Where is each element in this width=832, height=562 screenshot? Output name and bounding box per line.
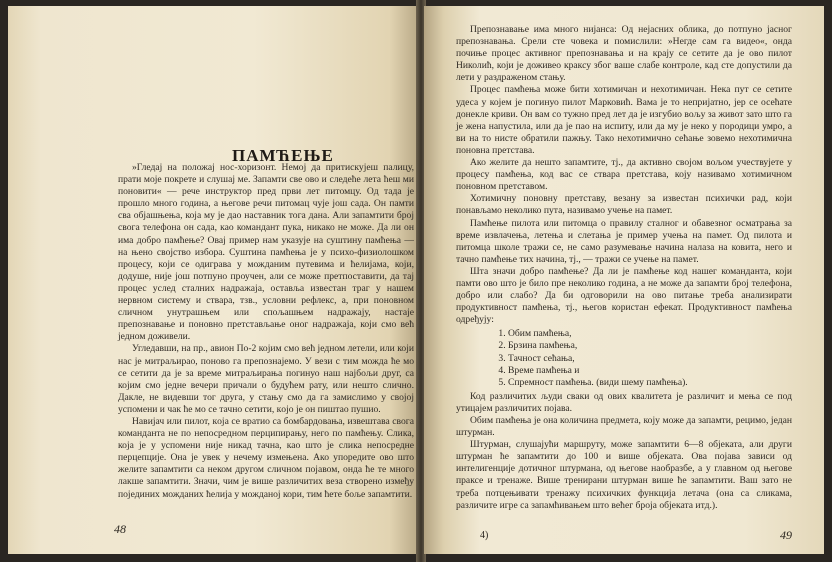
- page-number-right: 49: [780, 528, 792, 542]
- list-item: 1. Обим памћења,: [508, 328, 792, 340]
- list-item: 5. Спремност памћења. (види шему памћења).: [508, 377, 792, 389]
- right-paragraph-5: Памћење пилота или питомца о правилу сталног и обавезног осматрања за време извлачења, летења и слетања је пример учења на памет. Од пилота и питомца школе тражи се, не само разумевање начина налаза на ковита, него и тачно памћење тих начина, тј., — тражи се учење на памет.: [456, 217, 792, 265]
- left-paragraph-3: Навијач или пилот, кoјa се вратио са бомбардовања, извештава свога команданта не по непосредном перципирању, него по памћењу. Слика, која је у успомени није никад тачна, као што је слика непосредне перцепције. Она је увек у нечему измењена. Ако упоредите ово што желите запамтити са неком другом сличном појавом, онда ће те много лакше запамтити. Значи, чим је више различитих веза створено између појединих можданих ћелија у можданој кори, тим ћете боље запамтити.: [118, 415, 414, 500]
- right-paragraph-2: Процес памћења може бити хотимичан и нехотимичан. Нека пут се сетите удеса у којем је погинуо пилот Марковић. Вама је то непријатно, јер се осећате донекле криви. Он вам со тужно пред лет да је изгубио вољу за живот зато што га је жена напустила, или да је пао на испиту, или да му је неко у породици умро, а ви на то нисте обратили пажњу. Тако нехотимично сећање зовемо нехотимична поновна претстава.: [456, 84, 792, 156]
- left-page: [8, 6, 418, 554]
- left-paragraph-1: »Гледај на положај нос-хоризонт. Немој да притискујеш палицу, прати моје покрете и слушај ме. Запамти све ово и следеће лета ћеш ми поновити« — рече инструктор пред први лет питомцу. Од тада је прошло много година, а његове речи питомац чује још сада. Он памти сва објашњења, која му је дао наставник тога дана. Али запамтити број свога телефона он сада, као командант пука, никако не може. Да ли он има добро памћење? Овај пример нам указује на суштину памћења — на њено својство избора. Суштина памћења је у психо-физиолошком процесу, који се одиграва у можданим путевима и ћелијама, који, додуше, није још потпуно проучен, али се може претпоставити, да тај процес услед сталних надражаја, оставља известан траг у нашем нервном систему и ствара, тзв., условни рефлекс, а, при поновном сличном унутрашњем или спољашњем надражају, настаје препознавање и поновно претстављање оног надражаја, који смо већ једном доживели.: [118, 162, 414, 343]
- left-paragraph-2: Угледавши, на пр., авион По-2 којим смо већ једном летели, или који нас је митраљирао, поново га препознајемо. У вези с тим можда ће мо се сетити да је за време митраљирања погинуо наш најбољи друг, са којим смо једне вечери причали о будућем рату, или нешто слично. Дакле, не видевши тог друга, у стању смо да га замислимо у својој успомени и чак ће мо се тачно сетити, кoјо је он пиштао пушио.: [118, 343, 414, 415]
- right-paragraph-4: Хотимичну поновну претставу, везану за известан психички рад, који понављамо неколико пута, називамо учење на памет.: [456, 193, 792, 217]
- list-item: 2. Брзина памћења,: [508, 340, 792, 352]
- right-body-text: [456, 24, 792, 512]
- right-paragraph-3: Ако желите да нешто запамтите, тј., да активно својом вољом учествујете у процесу памћења, код вас се ствара претстава, коју називамо хотимичном поновном претставом.: [456, 157, 792, 193]
- right-paragraph-6: Шта значи добро памћење? Да ли је памћење код нашег команданта, који памти ово што је било пре неколико година, а не може да запамти број телефона, добро или слабо? Да би одговорили на ово питање треба анализирати продуктивност памћења, тј., његов користан ефекат. Продуктивност памћења одређују:: [456, 265, 792, 326]
- list-item: 3. Тачност сећања,: [508, 353, 792, 365]
- right-paragraph-9: Штурман, слушајући маршруту, може запамтити 6—8 објеката, али други штурман ће запамтити до 100 и више објеката. Ова појава зависи од интелигенције дотичног штурмана, од његове наобразбе, а у главном од његове праксе и тренаже. Више тренирани штурман више ће запамтити. Ваш зато не треба потцењивати тренажу психичких функција летача (она са сликама, различите игре са запамћивањем што већег броја објеката итд.).: [456, 439, 792, 511]
- left-body-text: [118, 162, 414, 501]
- right-paragraph-7: Код различитих људи сваки од ових квалитета је различит и мења се под утицајем различитих појава.: [456, 390, 792, 414]
- list-item: 4. Време памћења и: [508, 365, 792, 377]
- chapter-heading: ПАМЋЕЊЕ: [232, 146, 334, 165]
- signature-mark: 4): [480, 530, 489, 541]
- right-paragraph-1: Препознавање има много нијанса: Од нејасних облика, до потпуно јасног препознавања. Срели сте човека и помислили: »Негде сам га видео«, онда почиње процес активног препознавања и на крају се сетите да је ово пилот Николић, који је доживео краксу због ваше слабе контроле, кад сте допустили да лети у раздраженом стању.: [456, 24, 792, 84]
- right-page: [424, 6, 824, 554]
- page-number-left: 48: [114, 522, 126, 536]
- right-paragraph-8: Обим памћења је она количина предмета, коју може да запамти, рецимо, један штурман.: [456, 415, 792, 439]
- memory-qualities-list: [456, 328, 792, 388]
